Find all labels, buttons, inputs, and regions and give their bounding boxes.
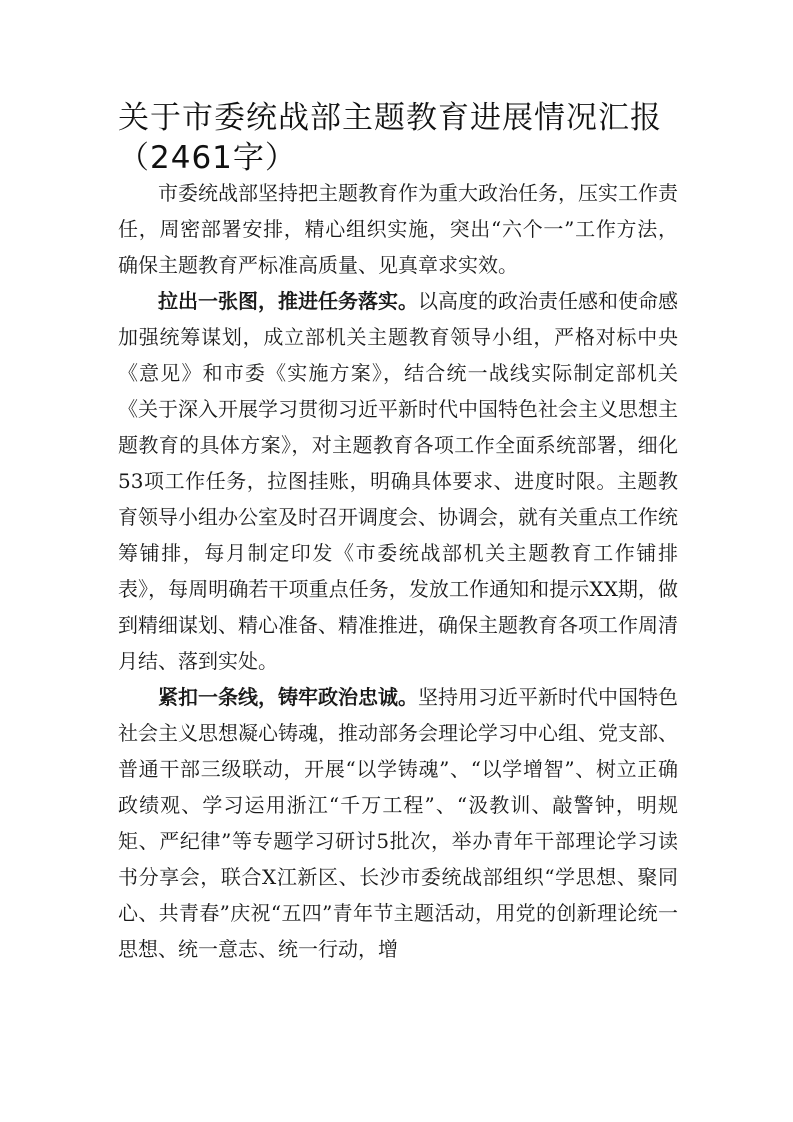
- document-body: [118, 175, 678, 967]
- paragraph-task-map: [118, 283, 678, 679]
- paragraph-political-loyalty-heading: 紧扣一条线，铸牢政治忠诚。: [158, 685, 418, 709]
- paragraph-intro: [118, 175, 678, 283]
- paragraph-intro-text: 市委统战部坚持把主题教育作为重大政治任务，压实工作责任，周密部署安排，精心组织实施，突出“六个一”工作方法，确保主题教育严标准高质量、见真章求实效。: [118, 181, 678, 277]
- paragraph-political-loyalty: [118, 679, 678, 967]
- document-title: 关于市委统战部主题教育进展情况汇报（2461字）: [118, 100, 662, 176]
- paragraph-political-loyalty-text: 坚持用习近平新时代中国特色社会主义思想凝心铸魂，推动部务会理论学习中心组、党支部、普通干部三级联动，开展“以学铸魂”、“以学增智”、树立正确政绩观、学习运用浙江“千万工程”、“汲教训、敲警钟，明规矩、严纪律”等专题学习研讨5批次，举办青年干部理论学习读书分享会，联合X江新区、长沙市委统战部组织“学思想、聚同心、共青春”庆祝“五四”青年节主题活动，用党的创新理论统一思想、统一意志、统一行动，增: [118, 685, 678, 961]
- paragraph-task-map-heading: 拉出一张图，推进任务落实。: [158, 289, 418, 313]
- paragraph-task-map-text: 以高度的政治责任感和使命感加强统筹谋划，成立部机关主题教育领导小组，严格对标中央《意见》和市委《实施方案》，结合统一战线实际制定部机关《关于深入开展学习贯彻习近平新时代中国特色社会主义思想主题教育的具体方案》，对主题教育各项工作全面系统部署，细化53项工作任务，拉图挂账，明确具体要求、进度时限。主题教育领导小组办公室及时召开调度会、协调会，就有关重点工作统筹铺排，每月制定印发《市委统战部机关主题教育工作铺排表》，每周明确若干项重点任务，发放工作通知和提示XX期，做到精细谋划、精心准备、精准推进，确保主题教育各项工作周清月结、落到实处。: [118, 289, 678, 673]
